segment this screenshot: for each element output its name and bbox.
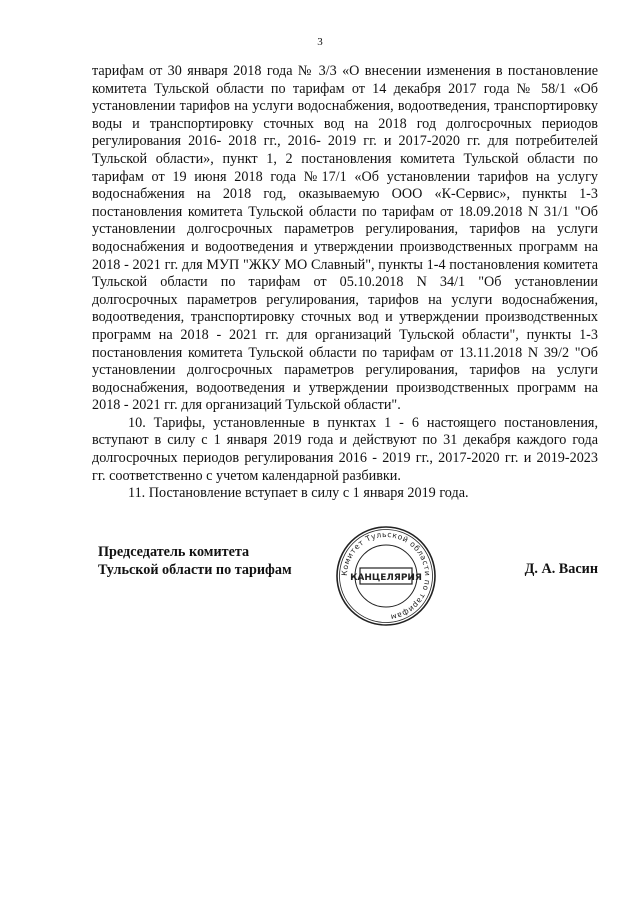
- signature-block: [98, 529, 598, 654]
- stamp-center-text: КАНЦЕЛЯРИЯ: [350, 573, 422, 583]
- paragraph-10: 10. Тарифы, установленные в пунктах 1 - 6 настоящего постановления, вступают в силу с 1 января 2019 года и действуют по 31 декабря каждого года долгосрочных периодов регулирования 2016 - 2019 гг., 2017-2020 гг. и 2019-2023 гг. соответственно с учетом календарной разбивки.: [92, 414, 598, 484]
- paragraph-continuation: тарифам от 30 января 2018 года № 3/3 «О внесении изменения в постановление комитета Тульской области по тарифам от 14 декабря 2017 года № 58/1 «Об установлении тарифов на услуги водоснабжения, водоотведения, транспортировку воды и транспортировку сточных вод на 2018 год долгосрочных периодов регулирования 2016- 2018 гг., 2016- 2019 гг. и 2017-2020 гг. для потребителей Тульской области», пункт 1, 2 постановления комитета Тульской области по тарифам от 19 июня 2018 года №17/1 «Об установлении тарифов на услугу водоснабжения на 2018 год, оказываемую ООО «К-Сервис», пункты 1-3 постановления комитета Тульской области по тарифам от 18.09.2018 N 31/1 "Об установлении долгосрочных параметров регулирования, тарифов на услуги водоснабжения и водоотведения и утверждении производственных программ на 2018 - 2021 гг. для МУП "ЖКУ МО Славный", пункты 1-4 постановления комитета Тульской области по тарифам от 05.10.2018 N 34/1 "Об установлении долгосрочных параметров регулирования, тарифов на услуги водоснабжения, водоотведения, транспортировку сточных вод и утверждении производственных программ на 2018 - 2021 гг. для организаций Тульской области", пункты 1-3 постановления комитета Тульской области по тарифам от 13.11.2018 N 39/2 "Об установлении долгосрочных параметров регулирования, тарифов на услуги водоснабжения, водоотведения и утверждении производственных программ на 2018 - 2021 гг. для организаций Тульской области".: [92, 63, 598, 414]
- signatory-name: Д. А. Васин: [524, 561, 598, 577]
- document-body: [92, 63, 598, 503]
- signatory-title: [98, 544, 292, 579]
- page-number: 3: [317, 36, 323, 48]
- paragraph-11: 11. Постановление вступает в силу с 1 января 2019 года.: [128, 485, 469, 502]
- signatory-title-line-2: Тульской области по тарифам: [98, 561, 292, 578]
- stamp-ring-text: Комитет Тульской области по тарифам: [339, 529, 433, 622]
- office-stamp: [334, 524, 438, 628]
- signatory-title-line-1: Председатель комитета: [98, 544, 250, 560]
